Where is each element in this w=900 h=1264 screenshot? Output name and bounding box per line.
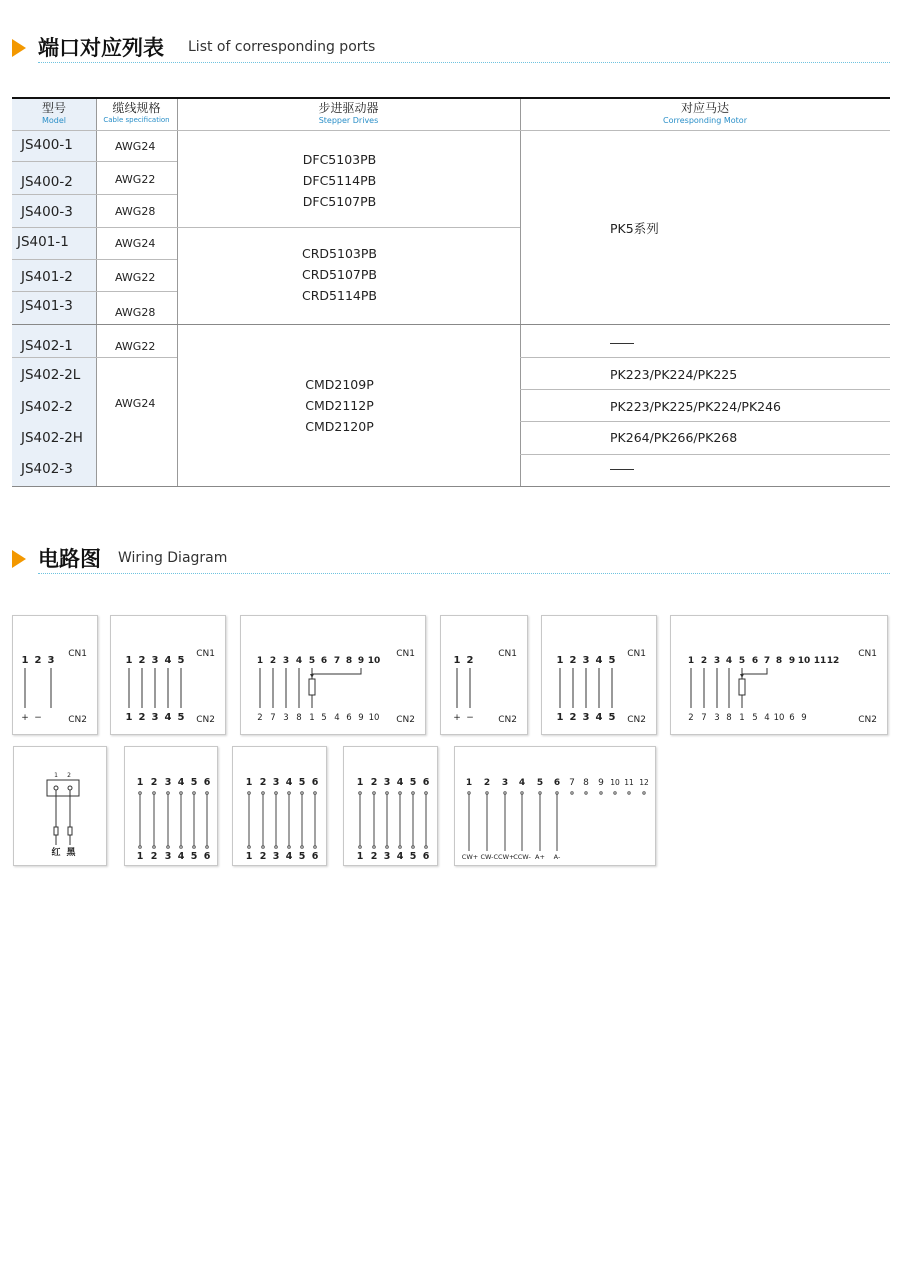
wiring-svg [111, 616, 225, 734]
wiring-svg [233, 747, 326, 865]
cn1-label: CN1 [627, 649, 646, 659]
crimp-icon [68, 827, 72, 835]
resistor-icon [739, 679, 745, 695]
pin-label-bottom: 6 [346, 713, 352, 723]
pin-label-top: 3 [151, 655, 159, 666]
pin-label-bottom: 5 [177, 712, 185, 723]
signal-label: CW- [480, 853, 494, 861]
arrow-icon [740, 674, 744, 678]
wire-color-label: 红 [51, 848, 61, 858]
cn1-label: CN1 [196, 649, 215, 659]
terminal-icon [167, 792, 170, 795]
terminal-icon [180, 846, 183, 849]
pin-label-top: 11 [813, 656, 827, 666]
signal-label: A+ [535, 853, 545, 861]
pin-label-bottom: + [453, 713, 461, 723]
pin-label-bottom: 1 [356, 851, 364, 862]
header-motor: 对应马达 Corresponding Motor [663, 101, 747, 125]
drive-group-crd: CRD5103PB CRD5107PB CRD5114PB [302, 246, 377, 303]
terminal-icon [248, 792, 251, 795]
pin-label-bottom: 9 [358, 713, 364, 723]
pin-label-top: 6 [422, 777, 430, 788]
terminal-icon [614, 792, 616, 794]
pin-label-top: 1 [125, 655, 133, 666]
pin-label-top: 3 [272, 777, 280, 788]
terminal-icon [399, 846, 402, 849]
terminal-icon [425, 846, 428, 849]
wiring-svg [14, 747, 106, 865]
terminal-icon [412, 846, 415, 849]
pin-label-top: 5 [298, 777, 306, 788]
pin-label-bottom: 3 [272, 851, 280, 862]
cn2-label: CN2 [498, 715, 517, 725]
pin-label-bottom: 4 [764, 713, 770, 723]
wiring-diagram-10 [343, 746, 438, 866]
pin-label-top: 2 [370, 777, 378, 788]
cn1-label: CN1 [498, 649, 517, 659]
wiring-svg [671, 616, 887, 734]
pin-label-bottom: 6 [789, 713, 795, 723]
terminal-icon [386, 846, 389, 849]
terminal-icon [314, 792, 317, 795]
pin-label-top: 3 [383, 777, 391, 788]
motor-cell: PK223/PK225/PK224/PK246 [610, 399, 782, 414]
crimp-icon [54, 827, 58, 835]
pin-label-bottom: 1 [136, 851, 144, 862]
pin-label-top: 4 [285, 777, 293, 788]
model-cell: JS400-3 [21, 204, 73, 220]
wiring-diagram-6 [670, 615, 888, 735]
pin-label-bottom: 3 [714, 713, 720, 723]
pin-label-top: 1 [556, 655, 564, 666]
terminal-icon [275, 792, 278, 795]
pin-label-top: 3 [164, 777, 172, 788]
terminal-icon [153, 846, 156, 849]
pin-label-bottom: 4 [334, 713, 340, 723]
cable-cell: AWG24 [115, 237, 156, 250]
pin-label-bottom: 7 [270, 713, 276, 723]
jumper-wire [312, 668, 361, 674]
pin-label-top: 1 [21, 655, 29, 666]
wiring-svg [542, 616, 656, 734]
motor-pk5: PK5系列 [610, 221, 659, 236]
terminal-icon [399, 792, 402, 795]
terminal-icon [600, 792, 602, 794]
pin-label-top: 2 [259, 777, 267, 788]
wiring-diagram-8 [124, 746, 218, 866]
terminal-icon [153, 792, 156, 795]
terminal-icon [167, 846, 170, 849]
pin-label-top: 4 [295, 656, 303, 666]
wiring-section-header [12, 543, 890, 583]
wiring-diagram-4 [440, 615, 528, 735]
terminal-icon [359, 792, 362, 795]
section-title-cn: 端口对应列表 [38, 36, 164, 60]
terminal-icon [373, 792, 376, 795]
pin-label-bottom: 3 [283, 713, 289, 723]
section-title-en: Wiring Diagram [118, 550, 228, 566]
pin-label-top: 3 [47, 655, 55, 666]
pin-label-top: 9 [788, 656, 796, 666]
motor-cell: PK223/PK224/PK225 [610, 367, 738, 382]
terminal-icon [288, 846, 291, 849]
pin-label-bottom: 4 [285, 851, 293, 862]
terminal-icon [206, 792, 209, 795]
pin-label-top: 10 [367, 656, 381, 666]
cn2-label: CN2 [858, 715, 877, 725]
pin-label-bottom: 8 [296, 713, 302, 723]
pin-label-top: 4 [725, 656, 733, 666]
pin-label-top: 8 [583, 778, 589, 788]
pin-label-top: 8 [345, 656, 353, 666]
terminal-icon [180, 792, 183, 795]
pin-label-top: 2 [138, 655, 146, 666]
pin-label-top: 12 [639, 778, 649, 787]
terminal-icon [628, 792, 630, 794]
terminal-icon [359, 846, 362, 849]
cn2-label: CN2 [627, 715, 646, 725]
pin-label-bottom: 10 [773, 713, 785, 723]
wiring-diagram-3 [240, 615, 426, 735]
terminal-icon [139, 846, 142, 849]
pin-label-bottom: 7 [701, 713, 707, 723]
pin-label-top: 2 [569, 655, 577, 666]
pin-label-bottom: 5 [608, 712, 616, 723]
dotted-divider [38, 573, 890, 574]
cn2-label: CN2 [396, 715, 415, 725]
pin-label-bottom: 3 [164, 851, 172, 862]
pin-label-top: 6 [203, 777, 211, 788]
wiring-svg [441, 616, 527, 734]
pin-label-top: 2 [34, 655, 42, 666]
pin-label-top: 1 [687, 656, 695, 666]
pin-label-top: 5 [177, 655, 185, 666]
terminal-icon [288, 792, 291, 795]
pin-label-top: 2 [150, 777, 158, 788]
signal-label: CW+ [461, 853, 479, 861]
pin-label-top: 1 [136, 777, 144, 788]
pin-label-bottom: 2 [150, 851, 158, 862]
pin-label-top: 1 [465, 778, 473, 788]
pin-label-top: 3 [501, 778, 509, 788]
cn2-label: CN2 [68, 715, 87, 725]
terminal-icon [193, 792, 196, 795]
pin-label-top: 3 [582, 655, 590, 666]
pin-label-top: 5 [536, 778, 544, 788]
pin-label-top: 4 [396, 777, 404, 788]
pin-label-top: 2 [466, 655, 474, 666]
pin-label-bottom: 2 [259, 851, 267, 862]
signal-label: A- [553, 853, 561, 861]
pin-label-top: 11 [624, 778, 634, 787]
cn1-label: CN1 [68, 649, 87, 659]
terminal-icon [521, 792, 523, 794]
pin-label-top: 8 [775, 656, 783, 666]
terminal-icon [248, 846, 251, 849]
pin-label-top: 6 [553, 778, 561, 788]
pin-label-bottom: 2 [138, 712, 146, 723]
pin-label-top: 2 [483, 778, 491, 788]
motor-none [610, 343, 634, 344]
pin-label-top: 3 [282, 656, 290, 666]
pin-label-top: 9 [357, 656, 365, 666]
pin-label-top: 3 [713, 656, 721, 666]
pin-label-bottom: 4 [396, 851, 404, 862]
drive-group-dfc: DFC5103PB DFC5114PB DFC5107PB [302, 152, 377, 209]
pin-label-top: 5 [190, 777, 198, 788]
pin-label-bottom: 6 [311, 851, 319, 862]
pin-label-bottom: 1 [309, 713, 315, 723]
cable-cell: AWG24 [115, 140, 156, 153]
wiring-svg [344, 747, 437, 865]
pin-label-bottom: 5 [752, 713, 758, 723]
pin-label-bottom: 4 [595, 712, 603, 723]
dotted-divider [38, 62, 890, 63]
model-cell: JS400-2 [21, 174, 73, 190]
signal-label: CCW- [513, 853, 531, 861]
pin-label-bottom: 1 [125, 712, 133, 723]
wiring-svg [125, 747, 217, 865]
pin-label-bottom: 5 [321, 713, 327, 723]
pin-label-bottom: 6 [203, 851, 211, 862]
terminal-icon [262, 792, 265, 795]
cable-cell: AWG22 [115, 173, 156, 186]
pin-label-top: 1 [356, 777, 364, 788]
pin-label-top: 6 [751, 656, 759, 666]
orange-arrow-icon [12, 550, 26, 568]
pin-label-bottom: 9 [801, 713, 807, 723]
pin-label-bottom: 8 [726, 713, 732, 723]
terminal-icon [301, 846, 304, 849]
arrow-icon [310, 674, 314, 678]
pin-label-bottom: 3 [151, 712, 159, 723]
model-cell: JS401-2 [21, 269, 73, 285]
orange-arrow-icon [12, 39, 26, 57]
wiring-svg [455, 747, 655, 865]
terminal-icon [386, 792, 389, 795]
terminal-icon [262, 846, 265, 849]
pin-label-top: 4 [595, 655, 603, 666]
model-column-bg [12, 99, 96, 487]
resistor-icon [309, 679, 315, 695]
model-cell: JS402-2L [21, 367, 81, 383]
header-drives: 步进驱动器 Stepper Drives [318, 101, 379, 125]
section-title-en: List of corresponding ports [188, 39, 376, 55]
pin-label-bottom: 2 [688, 713, 694, 723]
header-cable: 缆线规格 Cable specification [103, 101, 170, 124]
port-table [12, 97, 890, 487]
pin-label-bottom: 3 [582, 712, 590, 723]
pin-label-top: 2 [269, 656, 277, 666]
motor-cell: PK264/PK266/PK268 [610, 430, 738, 445]
terminal-icon [585, 792, 587, 794]
wiring-diagram-11 [454, 746, 656, 866]
model-cell: JS402-2 [21, 399, 73, 415]
model-cell: JS401-1 [17, 234, 69, 250]
pin-label-top: 10 [610, 778, 620, 787]
terminal-icon [504, 792, 506, 794]
pin-label-bottom: 6 [422, 851, 430, 862]
header-model: 型号 Model [41, 101, 67, 125]
pin-label-top: 4 [164, 655, 172, 666]
pin-label-bottom: 5 [298, 851, 306, 862]
wiring-svg [13, 616, 97, 734]
model-cell: JS400-1 [21, 137, 73, 153]
pin-label-top: 7 [569, 778, 575, 788]
pin-label-top: 5 [308, 656, 316, 666]
wiring-diagram-1 [12, 615, 98, 735]
signal-label: CCW+ [493, 853, 515, 861]
terminal-icon [373, 846, 376, 849]
terminal-icon [539, 792, 541, 794]
pin-label-bottom: 1 [556, 712, 564, 723]
wiring-diagram-2 [110, 615, 226, 735]
pin-label-top: 10 [797, 656, 811, 666]
wiring-svg [241, 616, 425, 734]
jumper-wire [742, 668, 767, 674]
terminal-icon [314, 846, 317, 849]
terminal-icon [206, 846, 209, 849]
pin-label-top: 1 [54, 772, 58, 779]
terminal-icon [556, 792, 558, 794]
wiring-diagram-9 [232, 746, 327, 866]
pin-label-bottom: 1 [245, 851, 253, 862]
pin-label-bottom: − [466, 713, 474, 723]
pin-label-top: 5 [738, 656, 746, 666]
pin-label-bottom: 2 [569, 712, 577, 723]
cable-cell: AWG24 [115, 397, 156, 410]
pin-label-top: 4 [177, 777, 185, 788]
cable-cell: AWG28 [115, 306, 156, 319]
terminal-icon [571, 792, 573, 794]
wire-color-label: 黑 [66, 848, 76, 858]
terminal-icon [425, 792, 428, 795]
pin-label-top: 5 [608, 655, 616, 666]
pin-label-top: 9 [598, 778, 604, 788]
pin-label-bottom: 4 [164, 712, 172, 723]
cable-cell: AWG28 [115, 205, 156, 218]
drive-group-cmd: CMD2109P CMD2112P CMD2120P [305, 377, 374, 434]
cn1-label: CN1 [858, 649, 877, 659]
pin-label-bottom: + [21, 713, 29, 723]
pin-label-top: 2 [67, 772, 71, 779]
pin-label-bottom: 3 [383, 851, 391, 862]
terminal-icon [139, 792, 142, 795]
cable-cell: AWG22 [115, 340, 156, 353]
pin-label-top: 6 [311, 777, 319, 788]
cn1-label: CN1 [396, 649, 415, 659]
terminal-icon [643, 792, 645, 794]
terminal-icon [275, 846, 278, 849]
terminal-icon [193, 846, 196, 849]
pin-label-top: 7 [333, 656, 341, 666]
pin-label-top: 6 [320, 656, 328, 666]
terminal-icon [412, 792, 415, 795]
model-cell: JS402-3 [21, 461, 73, 477]
wiring-diagram-7 [13, 746, 107, 866]
pin-label-bottom: 1 [739, 713, 745, 723]
pin-label-bottom: 2 [370, 851, 378, 862]
model-cell: JS402-2H [21, 430, 83, 446]
pin-label-bottom: 5 [190, 851, 198, 862]
connector-icon [47, 780, 79, 796]
wiring-diagram-5 [541, 615, 657, 735]
pin-label-bottom: 10 [368, 713, 380, 723]
model-cell: JS401-3 [21, 298, 73, 314]
model-cell: JS402-1 [21, 338, 73, 354]
pin-label-top: 5 [409, 777, 417, 788]
motor-none [610, 469, 634, 470]
pin-label-bottom: 5 [409, 851, 417, 862]
pin-label-top: 4 [518, 778, 526, 788]
cn2-label: CN2 [196, 715, 215, 725]
ports-section-header [12, 32, 890, 72]
pin-label-bottom: 2 [257, 713, 263, 723]
terminal-icon [468, 792, 470, 794]
pin-label-top: 2 [700, 656, 708, 666]
terminal-icon [301, 792, 304, 795]
pin-label-top: 12 [826, 656, 840, 666]
pin-label-top: 1 [453, 655, 461, 666]
terminal-icon [486, 792, 488, 794]
section-title-cn: 电路图 [38, 547, 101, 571]
pin-label-bottom: − [34, 713, 42, 723]
pin-label-top: 7 [763, 656, 771, 666]
cable-cell: AWG22 [115, 271, 156, 284]
pin-label-bottom: 4 [177, 851, 185, 862]
pin-label-top: 1 [256, 656, 264, 666]
pin-label-top: 1 [245, 777, 253, 788]
